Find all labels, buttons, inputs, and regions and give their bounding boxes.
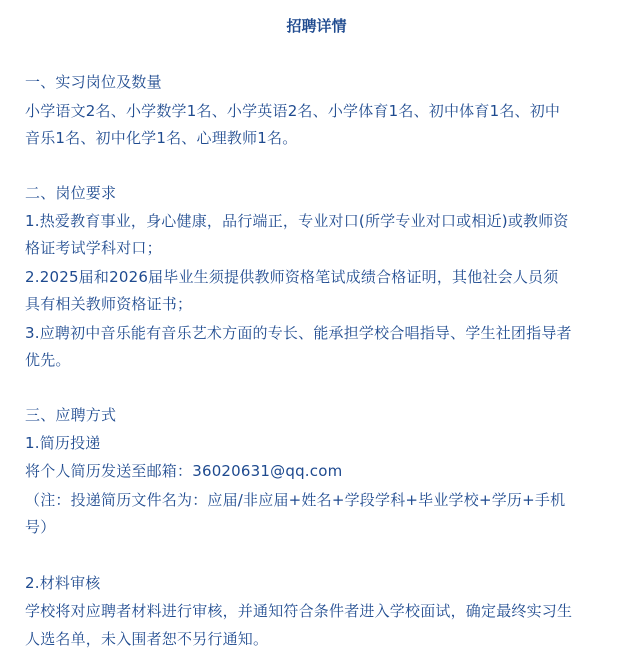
- requirement-line-3: 2.2025届和2026届毕业生须提供教师资格笔试成绩合格证明，其他社会人员须: [25, 268, 559, 286]
- positions-line-2: 音乐1名、初中化学1名、心理教师1名。: [25, 129, 298, 147]
- review-heading: 2.材料审核: [25, 574, 101, 592]
- section-heading-application: 三、应聘方式: [25, 406, 117, 424]
- resume-line-3: 号）: [25, 518, 56, 536]
- requirement-line-6: 优先。: [25, 351, 71, 369]
- review-line-2: 人选名单，未入围者恕不另行通知。: [25, 630, 269, 648]
- resume-heading: 1.简历投递: [25, 434, 101, 452]
- resume-line-1: 将个人简历发送至邮箱：36020631@qq.com: [25, 462, 343, 480]
- requirement-line-5: 3.应聘初中音乐能有音乐艺术方面的专长、能承担学校合唱指导、学生社团指导者: [25, 324, 572, 342]
- requirement-line-4: 具有相关教师资格证书；: [25, 295, 193, 313]
- resume-line-2: （注：投递简历文件名为：应届/非应届+姓名+学段学科+毕业学校+学历+手机: [25, 491, 566, 509]
- requirement-line-2: 格证考试学科对口；: [25, 239, 162, 257]
- section-heading-requirements: 二、岗位要求: [25, 184, 117, 202]
- positions-line-1: 小学语文2名、小学数学1名、小学英语2名、小学体育1名、初中体育1名、初中: [25, 102, 561, 120]
- article-title: 招聘详情: [286, 17, 347, 35]
- requirement-line-1: 1.热爱教育事业，身心健康，品行端正，专业对口(所学专业对口或相近)或教师资: [25, 212, 569, 230]
- section-heading-positions: 一、实习岗位及数量: [25, 73, 162, 91]
- review-line-1: 学校将对应聘者材料进行审核，并通知符合条件者进入学校面试，确定最终实习生: [25, 602, 573, 620]
